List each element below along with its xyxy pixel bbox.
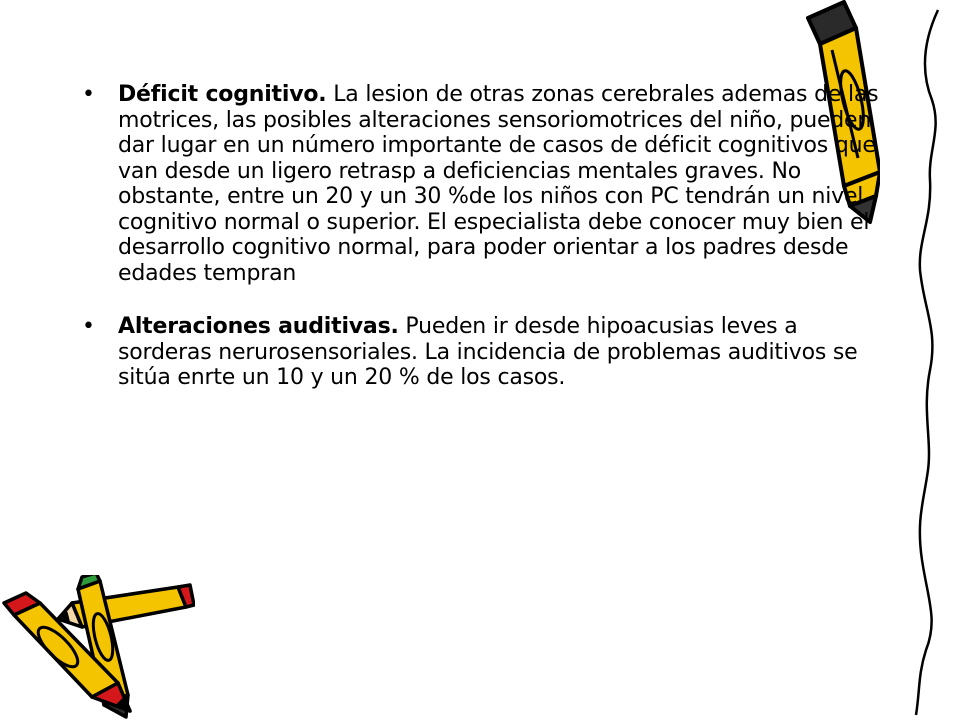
bullet-heading: Alteraciones auditivas.	[118, 314, 399, 339]
bullet-symbol: •	[82, 82, 95, 107]
bullet-heading: Déficit cognitivo.	[118, 82, 327, 107]
bullet-symbol: •	[82, 314, 95, 339]
bullet-item-alteraciones-auditivas	[82, 314, 882, 391]
bullet-item-deficit-cognitivo	[82, 82, 882, 286]
bullet-body: La lesion de otras zonas cerebrales ademas de las motrices, las posibles alteraciones sensoriomotrices del niño, pueden dar lugar en un número importante de casos de déficit cognitivos que van desde un ligero retrasp a deficiencias mentales graves. No obstante, entre un 20 y un 30 %de los niños con PC tendrán un nivel cognitivo normal o superior. El especialista debe conocer muy bien el desarrollo cognitivo normal, para poder orientar a los padres desde edades tempran	[118, 82, 879, 286]
bullet-body: Pueden ir desde hipoacusias leves a sorderas nerurosensoriales. La incidencia de problemas auditivos se sitúa enrte un 10 y un 20 % de los casos.	[118, 314, 858, 390]
squiggle-line	[880, 0, 960, 720]
bullet-list	[82, 82, 882, 391]
crossed-pencils-icon	[0, 575, 195, 720]
